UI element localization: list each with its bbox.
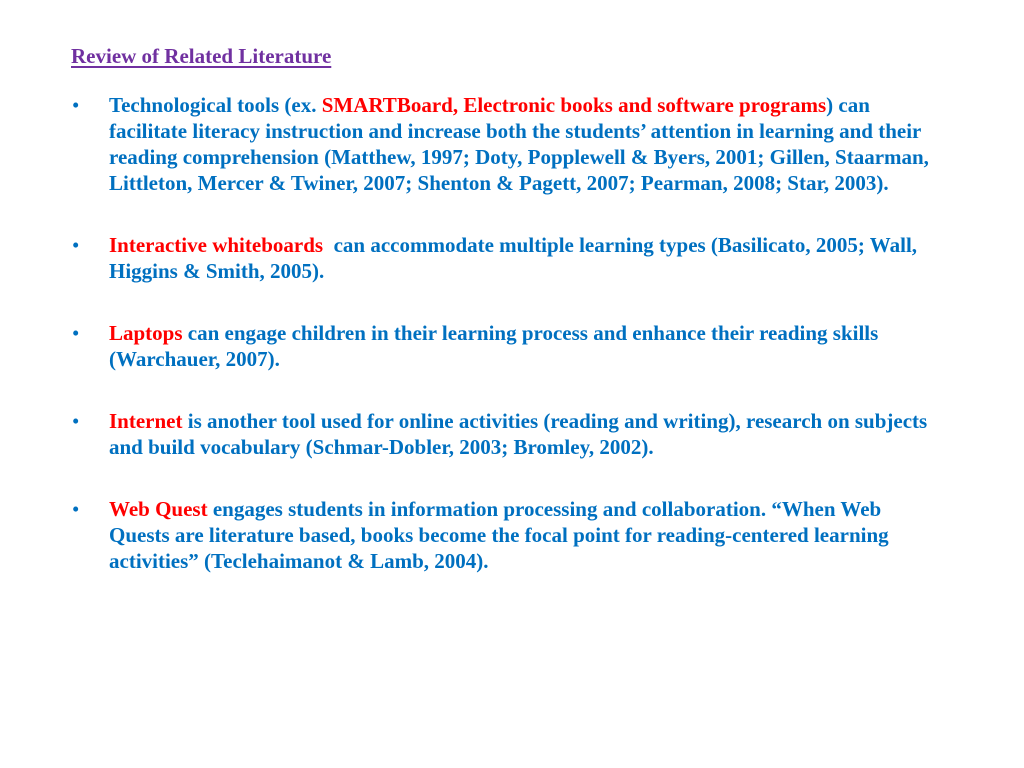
bullet-highlight: Laptops [109, 321, 183, 345]
slide-title: Review of Related Literature [71, 44, 332, 68]
bullet-text: can accommodate multiple learning types (Basilicato, 2005; Wall, Higgins & Smith, 2005). [109, 233, 923, 283]
bullet-text: is another tool used for online activities (reading and writing), research on subjects and build vocabulary (Schmar-Dobler, 2003; Bromley, 2002). [109, 409, 928, 459]
bullet-icon: • [72, 409, 80, 433]
bullet-icon: • [72, 497, 80, 521]
bullet-icon: • [72, 321, 80, 345]
bullet-text: ) can facilitate literacy instruction and increase both the students’ attention in learning and their reading comprehension (Matthew, 1997; Doty, Popplewell & Byers, 2001; Gillen, Staarman, Littleton, Mercer & Twiner, 2007; Shenton & Pagett, 2007; Pearman, 2008; Star, 2003). [109, 93, 929, 195]
bullet-highlight: Interactive whiteboards [109, 233, 324, 257]
bullet-technological-tools [0, 92, 944, 196]
bullet-web-quest [0, 496, 944, 574]
bullet-interactive-whiteboards [0, 232, 944, 284]
bullet-highlight: SMARTBoard, Electronic books and software programs [321, 93, 827, 117]
bullet-icon: • [72, 233, 80, 257]
bullet-prefix: Technological tools (ex. [109, 93, 322, 117]
bullet-highlight: Internet [109, 409, 183, 433]
bullet-list [0, 92, 1024, 610]
bullet-highlight: Web Quest [109, 497, 208, 521]
bullet-internet [0, 408, 944, 460]
bullet-laptops [0, 320, 944, 372]
bullet-text: can engage children in their learning process and enhance their reading skills (Warchauer, 2007). [109, 321, 879, 371]
bullet-text: engages students in information processing and collaboration. “When Web Quests are literature based, books become the focal point for reading-centered learning activities” (Teclehaimanot & Lamb, 2004). [109, 497, 889, 573]
bullet-icon: • [72, 93, 80, 117]
